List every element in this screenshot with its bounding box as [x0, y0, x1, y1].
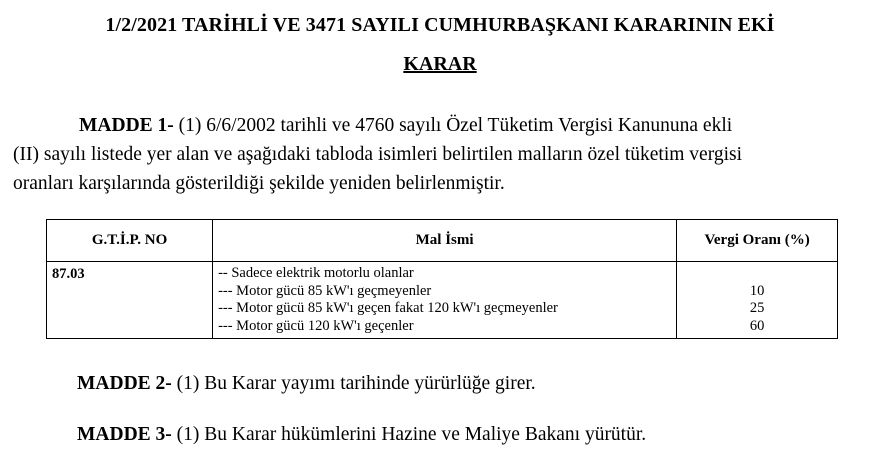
mal-ismi-row-2: --- Motor gücü 85 kW'ı geçen fakat 120 kW'ı geçmeyenler	[218, 300, 558, 316]
madde-1-paragraph	[13, 111, 871, 198]
header-mal-ismi: Mal İsmi	[213, 220, 677, 262]
madde-2-paragraph	[77, 373, 536, 395]
madde-1-line-1	[13, 111, 871, 140]
madde-1-text-1: (1) 6/6/2002 tarihli ve 4760 sayılı Özel Tüketim Vergisi Kanununa ekli	[178, 115, 733, 136]
madde-3-text: (1) Bu Karar hükümlerini Hazine ve Maliye Bakanı yürütür.	[176, 424, 647, 445]
mal-ismi-cell	[213, 262, 677, 339]
document-title: 1/2/2021 TARİHLİ VE 3471 SAYILI CUMHURBAŞKANI KARARININ EKİ	[105, 14, 775, 36]
madde-1-line-3: oranları karşılarında gösterildiği şekilde yeniden belirlenmiştir.	[13, 173, 505, 194]
table-header-row	[47, 220, 838, 262]
gtip-cell	[47, 262, 213, 339]
madde-3-paragraph	[77, 424, 646, 446]
vergi-orani-row-0	[682, 265, 832, 283]
mal-ismi-row-0: -- Sadece elektrik motorlu olanlar	[218, 265, 414, 281]
vergi-orani-row-2: 25	[749, 300, 765, 316]
document-subtitle: KARAR	[403, 53, 477, 75]
vergi-orani-cell	[677, 262, 838, 339]
madde-1-line-2: (II) sayılı listede yer alan ve aşağıdaki tabloda isimleri belirtilen malların özel tüketim vergisi	[13, 144, 743, 165]
mal-ismi-row-3: --- Motor gücü 120 kW'ı geçenler	[218, 317, 414, 334]
madde-1-label: MADDE 1-	[79, 115, 174, 136]
mal-ismi-row-1: --- Motor gücü 85 kW'ı geçmeyenler	[218, 282, 432, 299]
vergi-orani-row-1: 10	[749, 282, 765, 299]
vergi-orani-row-3: 60	[749, 317, 765, 334]
gtip-value: 87.03	[52, 266, 85, 282]
header-vergi-orani: Vergi Oranı (%)	[677, 220, 838, 262]
madde-3-label: MADDE 3-	[77, 424, 172, 445]
tax-rate-table	[46, 219, 838, 339]
madde-2-text: (1) Bu Karar yayımı tarihinde yürürlüğe girer.	[176, 373, 536, 394]
table-row	[47, 262, 838, 339]
madde-2-label: MADDE 2-	[77, 373, 172, 394]
header-gtip: G.T.İ.P. NO	[47, 220, 213, 262]
